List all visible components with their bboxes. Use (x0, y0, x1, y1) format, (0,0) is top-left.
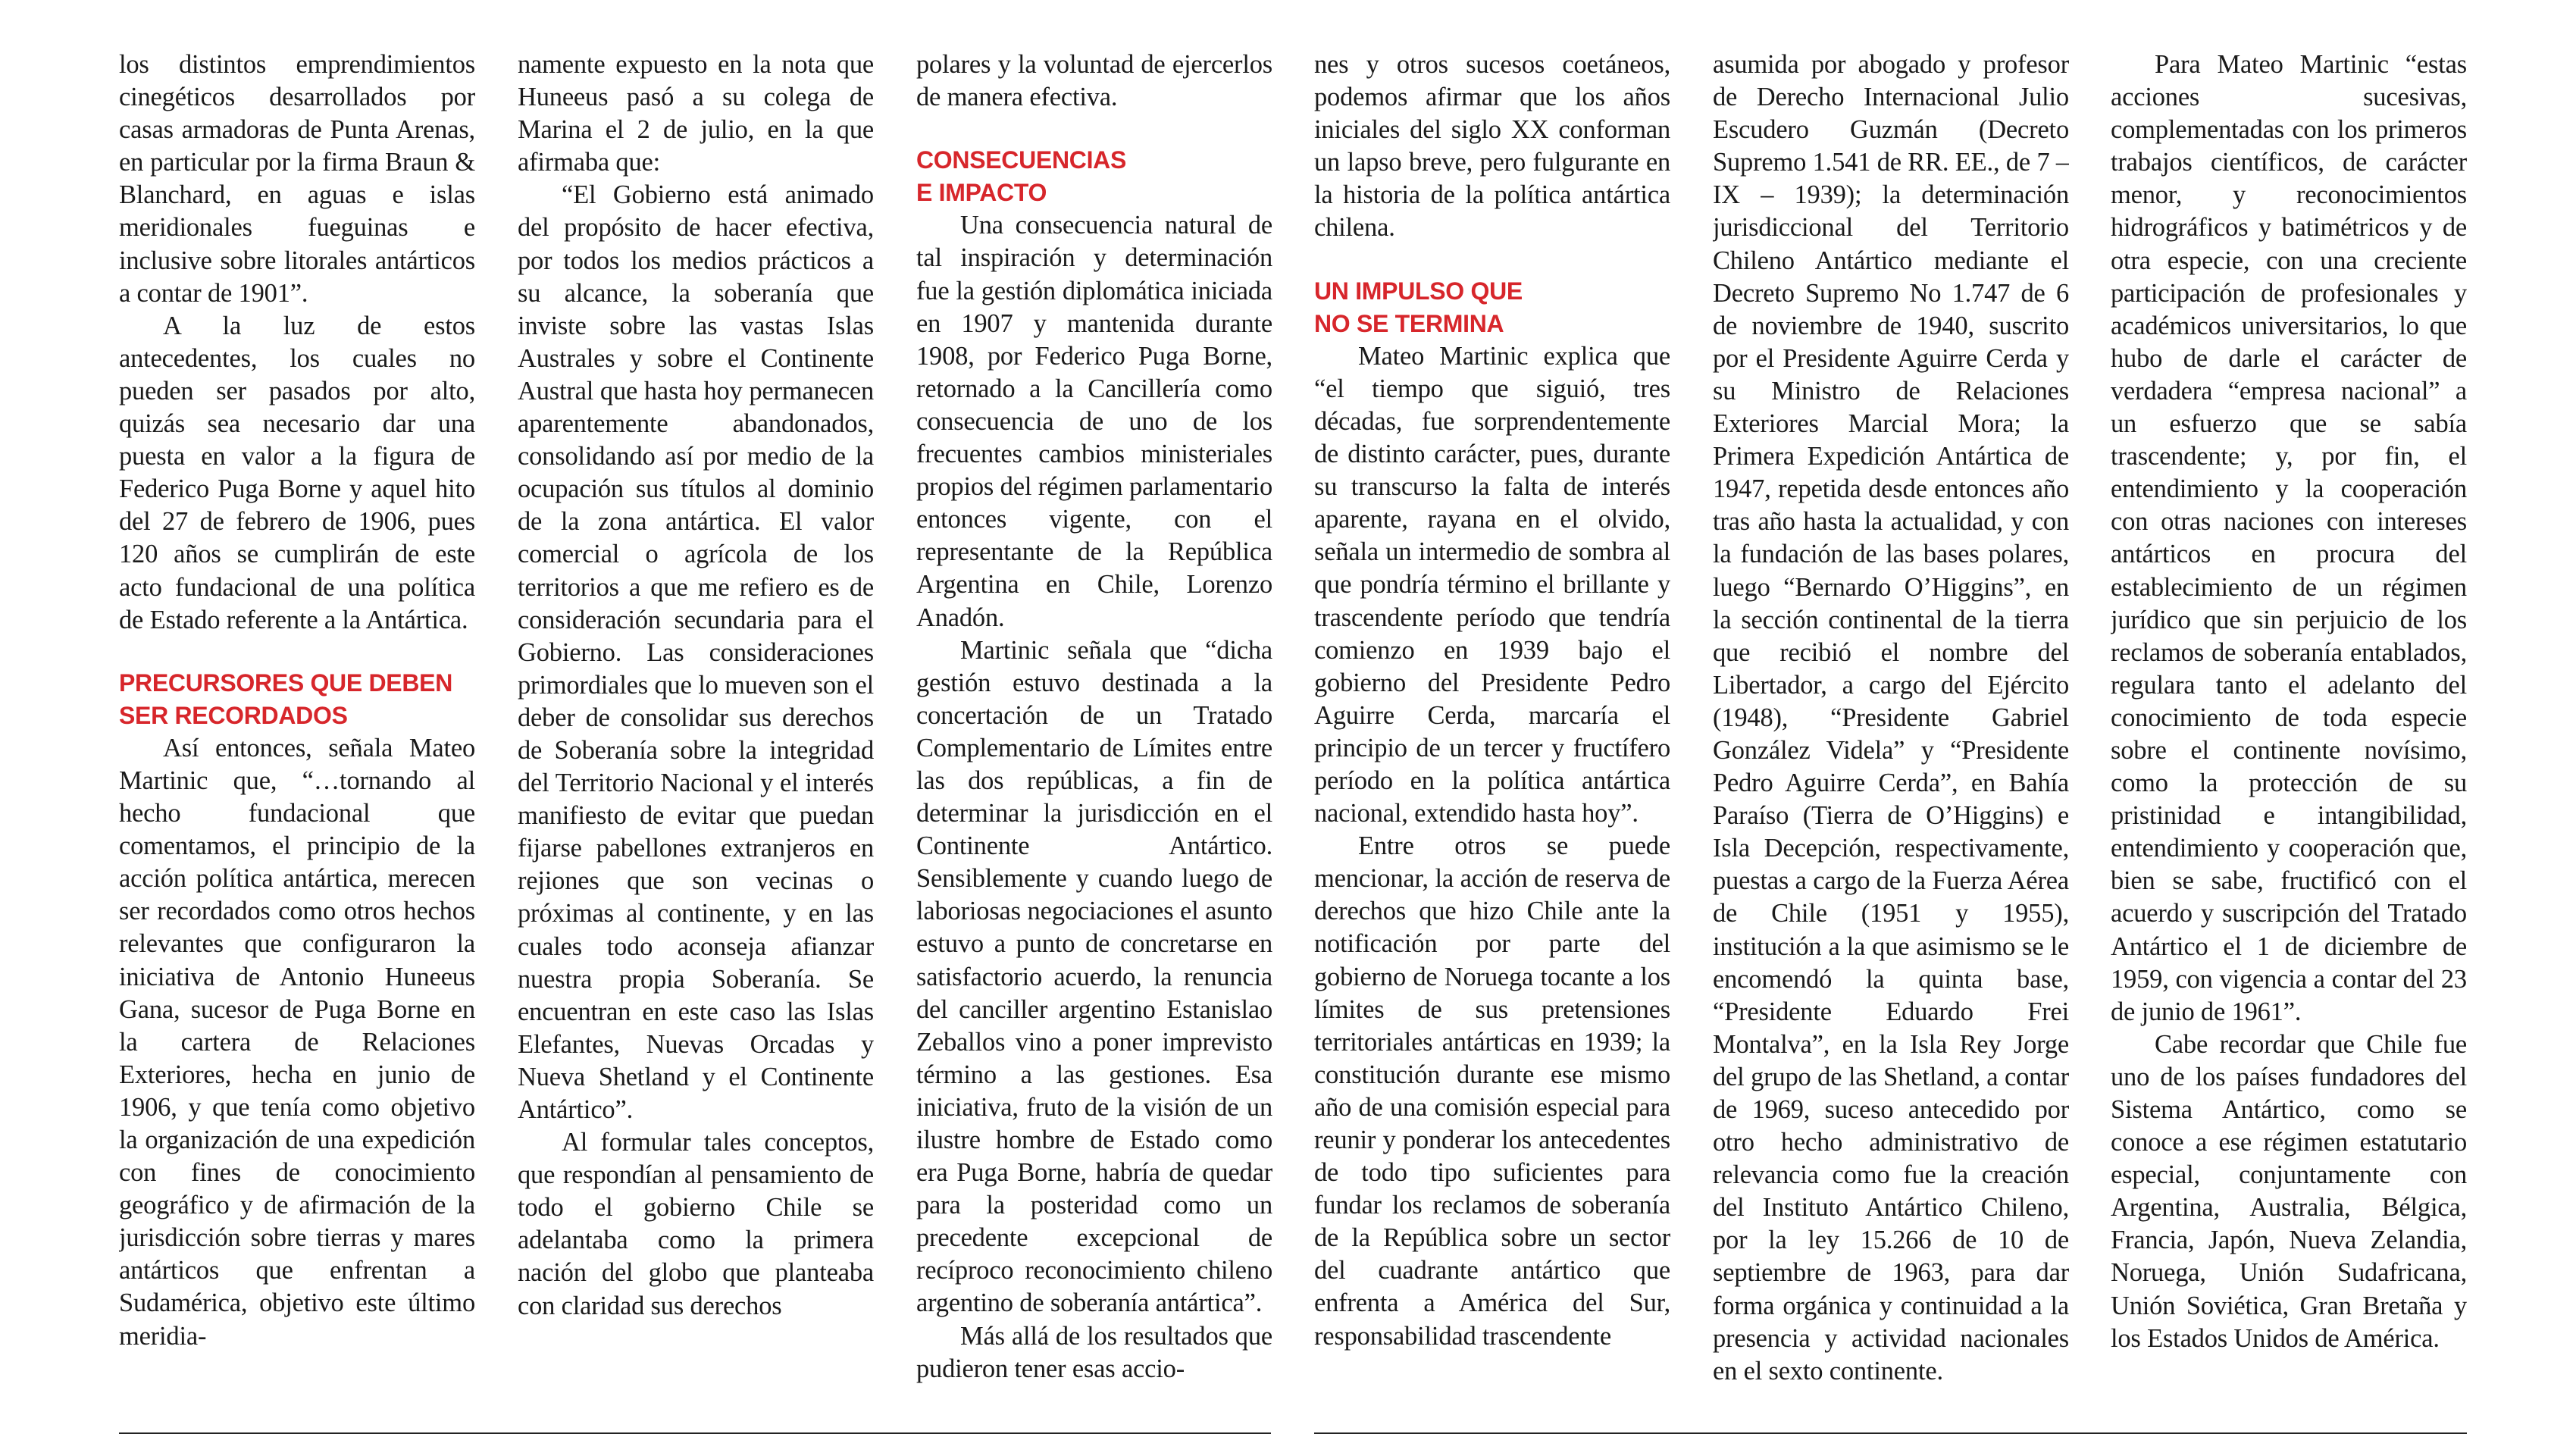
section-heading-line: UN IMPULSO QUE (1314, 277, 1523, 305)
section-heading (119, 667, 475, 732)
article-paragraph: Así entonces, señala Mateo Martinic que, “…tornando al hecho fundacional que comentamos, el principio de la acción política antártica, merecen ser recordados como otros hechos relevantes que configuraron la iniciativa de Antonio Huneeus Gana, sucesor de Puga Borne en la cartera de Relaciones Exteriores, hecha en junio de 1906, y que tenía como objetivo la organización de una expedición con fines de conocimiento geográfico y de afirmación de la jurisdicción sobre tierras y mares antárticos que enfrentan a Sudamérica, objetivo este último meridia- (119, 733, 475, 1351)
article-paragraph: los distintos emprendimientos cinegéticos desarrollados por casas armadoras de Punta Arenas, en particular por la firma Braun & Blanchard, en aguas e islas meridionales fueguinas e inclusive sobre litorales antárticos a contar de 1901”. (119, 50, 475, 308)
article-paragraph: Cabe recordar que Chile fue uno de los países fundadores del Sistema Antártico, como se conoce a ese régimen estatutario especial, conjuntamente con Argentina, Australia, Bélgica, Francia, Japón, Nueva Zelandia, Noruega, Unión Sudafricana, Unión Soviética, Gran Bretaña y los Estados Unidos de América. (2111, 1029, 2467, 1353)
article-column-6 (2111, 49, 2467, 1428)
article-column-4 (1314, 49, 1670, 1428)
section-heading-line: NO SE TERMINA (1314, 309, 1504, 337)
article-column-3 (916, 49, 1272, 1428)
section-heading (916, 144, 1272, 209)
article-paragraph: Más allá de los resultados que pudieron tener esas accio- (916, 1321, 1272, 1383)
section-heading-line: SER RECORDADOS (119, 701, 348, 729)
article-paragraph: Mateo Martinic explica que “el tiempo que siguió, tres décadas, fue sorprendentemente de distinto carácter, pues, durante su transcurso la falta de interés aparente, rayana en el olvido, señala un intermedio de sombra al que pondría término el brillante y trascendente período que tendría comienzo en 1939 bajo el gobierno del Presidente Pedro Aguirre Cerda, marcaría el principio de un tercer y fructífero período en la política antártica nacional, extendido hasta hoy”. (1314, 341, 1670, 828)
article-paragraph: namente expuesto en la nota que Huneeus pasó a su colega de Marina el 2 de julio, en la que afirmaba que: (518, 50, 874, 177)
article-paragraph: Al formular tales conceptos, que respondían al pensamiento de todo el gobierno Chile se adelantaba como la primera nación del globo que planteaba con claridad sus derechos (518, 1128, 874, 1320)
article-paragraph: “El Gobierno está animado del propósito de hacer efectiva, por todos los medios prácticos a su alcance, la soberanía que inviste sobre las vastas Islas Australes y sobre el Continente Austral que hasta hoy permanecen aparentemente abandonados, consolidando así por medio de la ocupación sus títulos al dominio de la zona antártica. El valor comercial o agrícola de los territorios a que me refiero es de consideración secundaria para el Gobierno. Las consideraciones primordiales que lo mueven son el deber de consolidar sus derechos de Soberanía sobre la integridad del Territorio Nacional y el interés manifiesto de evitar que puedan fijarse pabellones extranjeros en rejiones que son vecinas o próximas al continente, y en las cuales todo aconseja afianzar nuestra propia Soberanía. Se encuentran en este caso las Islas Elefantes, Nuevas Orcadas y Nueva Shetland y el Continente Antártico”. (518, 180, 874, 1124)
article-column-5 (1713, 49, 2069, 1428)
article-column-1 (119, 49, 475, 1428)
article-paragraph: Para Mateo Martinic “estas acciones sucesivas, complementadas con los primeros trabajos científicos, de carácter menor, y reconocimientos hidrográficos y batimétricos y de otra especie, con una creciente participación de profesionales y académicos universitarios, lo que hubo de darle el carácter de verdadera “empresa nacional” a un esfuerzo que se sabía trascendente; y, por fin, el entendimiento y la cooperación con otras naciones con intereses antárticos en procura del establecimiento de un régimen jurídico que sin perjuicio de los reclamos de soberanía entablados, regulara tanto el adelanto del conocimiento de toda especie sobre el continente novísimo, como la protección de su pristinidad e intangibilidad, entendimiento y cooperación que, bien se sabe, fructificó con el acuerdo y suscripción del Tratado Antártico el 1 de diciembre de 1959, con vigencia a contar del 23 de junio de 1961”. (2111, 50, 2467, 1026)
article-paragraph: A la luz de estos antecedentes, los cuales no pueden ser pasados por alto, quizás sea necesario dar una puesta en valor a la figura de Federico Puga Borne y aquel hito del 27 de febrero de 1906, pues 120 años se cumplirán de este acto fundacional de una política de Estado referente a la Antártica. (119, 311, 475, 634)
section-heading-line: PRECURSORES QUE DEBEN (119, 668, 452, 697)
section-heading-line: CONSECUENCIAS (916, 146, 1127, 174)
article-paragraph: Martinic señala que “dicha gestión estuvo destinada a la concertación de un Tratado Complementario de Límites entre las dos repúblicas, a fin de determinar la jurisdicción en el Continente Antártico. Sensiblemente y cuando luego de laboriosas negociaciones el asunto estuvo a punto de concretarse en satisfactorio acuerdo, la renuncia del canciller argentino Estanislao Zeballos vino a poner imprevisto término a las gestiones. Esa iniciativa, fruto de la visión de un ilustre hombre de Estado como era Puga Borne, habría de quedar para la posteridad como un precedente excepcional de recíproco reconocimiento chileno argentino de soberanía antártica”. (916, 635, 1272, 1318)
article-column-2 (518, 49, 874, 1428)
section-heading-line: E IMPACTO (916, 179, 1047, 207)
article-paragraph: polares y la voluntad de ejercerlos de manera efectiva. (916, 50, 1272, 112)
article-paragraph: Entre otros se puede mencionar, la acción de reserva de derechos que hizo Chile ante la notificación por parte del gobierno de Noruega tocante a los límites de sus pretensiones territoriales antárticas en 1939; la constitución durante ese mismo año de una comisión especial para reunir y ponderar los antecedentes de todo tipo suficientes para fundar los reclamos de soberanía de la República sobre un sector del cuadrante antártico que enfrenta a América del Sur, responsabilidad trascendente (1314, 831, 1670, 1351)
section-heading (1314, 275, 1670, 340)
article-paragraph: nes y otros sucesos coetáneos, podemos afirmar que los años iniciales del siglo XX conforman un lapso breve, pero fulgurante en la historia de la política antártica chilena. (1314, 50, 1670, 243)
article-paragraph: asumida por abogado y profesor de Derecho Internacional Julio Escudero Guzmán (Decreto Supremo 1.541 de RR. EE., de 7 – IX – 1939); la determinación jurisdiccional del Territorio Chileno Antártico mediante el Decreto Supremo No 1.747 de 6 de noviembre de 1940, suscrito por el Presidente Aguirre Cerda y su Ministro de Relaciones Exteriores Marcial Mora; la Primera Expedición Antártica de 1947, repetida desde entonces año tras año hasta la actualidad, y con la fundación de las bases polares, luego “Bernardo O’Higgins”, en la sección continental de la tierra que recibió el nombre del Libertador, a cargo del Ejército (1948), “Presidente Gabriel González Videla” y “Presidente Pedro Aguirre Cerda”, en Bahía Paraíso (Tierra de O’Higgins) e Isla Decepción, respectivamente, puestas a cargo de la Fuerza Aérea de Chile (1951 y 1955), institución a la que asimismo se le encomendó la quinta base, “Presidente Eduardo Frei Montalva”, en la Isla Rey Jorge del grupo de las Shetland, a contar de 1969, suceso antecedido por otro hecho administrativo de relevancia como fue la creación del Instituto Antártico Chileno, por la ley 15.266 de 10 de septiembre de 1963, para dar forma orgánica y continuidad a la presencia y actividad nacionales en el sexto continente. (1713, 50, 2069, 1385)
article-paragraph: Una consecuencia natural de tal inspiración y determinación fue la gestión diplomática iniciada en 1907 y mantenida durante 1908, por Federico Puga Borne, retornado a la Cancillería como consecuencia de uno de los frecuentes cambios ministeriales propios del régimen parlamentario entonces vigente, con el representante de la República Argentina en Chile, Lorenzo Anadón. (916, 211, 1272, 632)
